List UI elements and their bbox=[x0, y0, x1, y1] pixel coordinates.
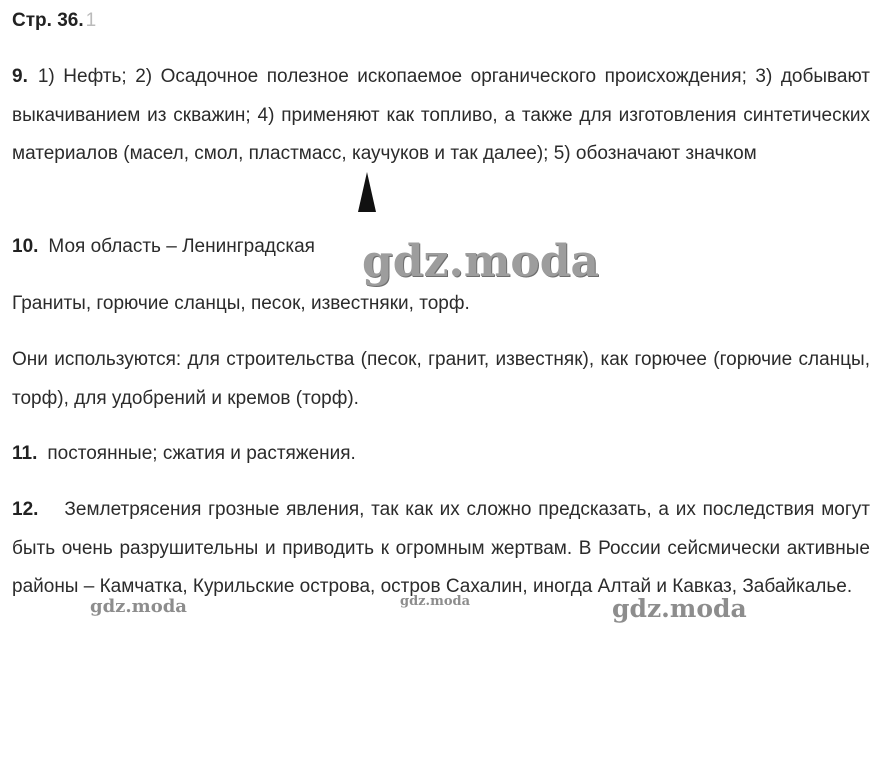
answer-10-text: Моя область – Ленинградская bbox=[48, 236, 315, 257]
answer-12-number: 12. bbox=[12, 499, 39, 520]
watermark-small-left: gdz.moda bbox=[90, 596, 187, 617]
answer-10-number: 10. bbox=[12, 236, 39, 257]
answer-11-number: 11. bbox=[12, 443, 38, 464]
watermark-large: gdz.moda bbox=[362, 236, 600, 287]
answer-9 bbox=[12, 58, 870, 174]
answer-10-usage: Они используются: для строительства (песок, гранит, известняк), как горючее (горючие сланцы, торф), для удобрений и кремов (торф). bbox=[12, 349, 870, 409]
black-triangle-spike-icon bbox=[357, 172, 377, 212]
answer-10-resources: Граниты, горючие сланцы, песок, известняки, торф. bbox=[12, 293, 470, 314]
answer-11-text: постоянные; сжатия и растяжения. bbox=[47, 443, 356, 464]
page-title-mark: 1 bbox=[85, 10, 97, 31]
answer-12-text: Землетрясения грозные явления, так как их сложно предсказать, а их последствия могут быть очень разрушительны и приводить к огромным жертвам. В России сейсмически активные районы – Камчатка, Курильские острова, остров Сахалин, иногда Алтай и Кавказ, Забайкалье. bbox=[12, 499, 870, 597]
page-title bbox=[12, 10, 96, 32]
answer-11 bbox=[12, 435, 870, 474]
watermark-small-center: gdz.moda bbox=[400, 594, 471, 609]
watermark-medium-right: gdz.moda bbox=[612, 594, 747, 623]
answer-9-text: 1) Нефть; 2) Осадочное полезное ископаемое органического происхождения; 3) добывают выкачиванием из скважин; 4) применяют как топливо, а также для изготовления синтетических материалов (масел, смол, пластмасс, каучуков и так далее); 5) обозначают значком bbox=[12, 66, 870, 164]
answer-10 bbox=[12, 228, 870, 267]
answer-9-number: 9. bbox=[12, 66, 28, 87]
answer-12 bbox=[12, 491, 870, 607]
page-title-text: Стр. 36. bbox=[12, 10, 84, 31]
